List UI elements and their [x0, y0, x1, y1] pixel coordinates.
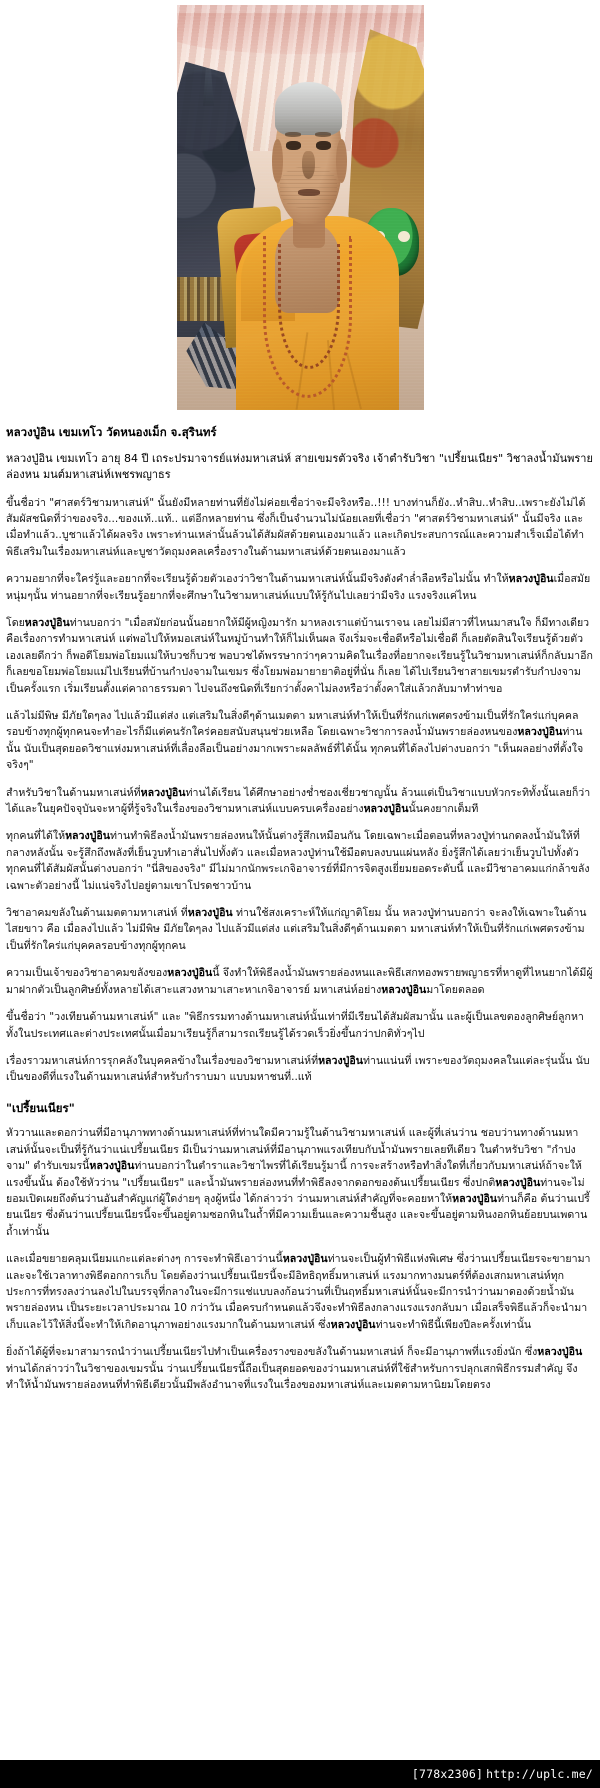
paragraph: ยิ่งถ้าได้ผู้ที่จะมาสามารถนำว่านเปรี้ยนเนียรไปทำเป็นเครื่องรางของขลังในด้านมหาเสน่ห์ ก็จะมีอานุภาพที่แรงยิ่งนัก ซึ่งหลวงปู่อินท่านได้กล่าวว่าในวิชาของเขมรนั้น ว่านเปรี้ยนเนียรนี้ถือเป็นสุดยอดของว่านมหาเสน่ห์ที่ใช้สำหรับการปลุกเสกพิธีกรรมสำคัญ จึงทำให้น้ำมันพรายล่องหนที่ทำพิธีเดียวนั้นมีพลังอำนาจที่แรงในเรื่องของมหาเสน่ห์และเมตตามหานิยมโดยตรง: [6, 1346, 583, 1392]
monk-portrait-photo[interactable]: [177, 5, 424, 410]
paragraph: โดยหลวงปู่อินท่านบอกว่า "เมื่อสมัยก่อนนั้นอยากให้มีผู้หญิงมารัก มาหลงเราแต่บ้านเราจน เลยไม่มีสาวที่ไหนมาสนใจ ก็มีทางเดียวคือเรื่องการทำมหาเสน่ห์ แต่พอไปให้หมอเสน่ห์ในหมู่บ้านทำให้ก็ไม่เห็นผล จึงเริ่มจะเชื่อดีหรือไม่เชื่อดี ก็เลยตัดสินใจเรียนรู้ด้วยตัวเองเลยดีกว่า ก็พอดีโยมพ่อโยมแม่ให้บวชก็บวช พอบวชได้พรรษากว่าๆความคิดในเรื่องที่อยากจะเรียนรู้ในวิชามหาเสน่ห์ก็กลับมาอีก ก็เลยขอโยมพ่อโยมแม่ไปเรียนที่บ้านกำปงจามในเขมร ซึ่งโยมพ่อมายายาติอยู่ที่นั่น ก็เลย ได้ไปเรียนวิชาสายเขมรตำรับกำปงจามเป็นครั้งแรก เริ่มเรียนตั้งแต่คาถาธรรมดา ไปจนถึงชนิดที่เรียกว่าตั้งคาไม่ลงหรือว่าตั้งคาใส่แล้วกลับมาทำท่าขอ: [6, 616, 593, 695]
paragraph: ขึ้นชื่อว่า "วงเทียนด้านมหาเสน่ห์" และ "พิธีกรรมทางด้านมหาเสน่ห์นั้นเท่าที่มีเรียนได้สัมผัสมานั้น และผู้เป็นเลขตองลูกศิษย์ลูกหาทั้งในประเทศและต่างประเทศนั้นเมื่อมาเรียนรู้ก็สามารถเรียนรู้ได้รวดเร็วยิ่งขึ้นกว่าปกติทั่วๆไป: [6, 1011, 584, 1040]
article-body: [0, 410, 600, 1394]
paragraph: ทุกคนที่ได้ให้หลวงปู่อินท่านทำพิธีลงน้ำมันพรายล่องหนให้นั้นต่างรู้สึกเหมือนกัน โดยเฉพาะเมื่อตอนที่หลวงปู่ท่านกดลงน้ำมันให้ที่กลางหลังนั้น จะรู้สึกถึงพลังที่เย็นวูบทำเอาสั่นไปทั้งตัว และเมื่อหลวงปู่ท่านใช้มือตบลงบนแผ่นหลัง ยิ่งรู้สึกได้เลยว่าเย็นวูบไปทั้งตัว ทุกคนที่ได้สัมผัสนั้นต่างบอกว่า "นี่สิของจริง" มีไม่มากนักพระเกจิอาจารย์ที่มีการจิตสูงเยี่ยมยอดระดับนี้ และมีวิชาอาคมแก่กล้าขลังเฉพาะตัวอย่างนี้ ไม่แน่จริงไปอยู่ตามเขาโปรดชาวบ้าน: [6, 830, 590, 892]
paragraph: เรื่องราวมหาเสน่ห์การรุกคลังในบุคคลข้างในเรื่องของวิชามหาเสน่ห์ที่หลวงปู่อินท่านแน่นที่ เพราะของวัตถุมงคลในแต่ละรุ่นนั้น นับเป็นของดีที่แรงในด้านมหาเสน่ห์สำหรับกำราบมา แบบมหาชนที่..แท้: [6, 1054, 590, 1084]
paragraph: แล้วไม่มีพิษ มีภัยใดๆลง ไปแล้วมีแต่ส่ง แต่เสริมในสิ่งดีๆด้านเมตตา มหาเสน่ห์ทำให้เป็นที่รักแก่เพศตรงข้ามเป็นที่รักใคร่แก่บุคคลรอบข้างทุกผู้ทุกคนจะทำอะไรก็มีแต่คนรักใคร่คอยสนับสนุนช่วยเหลือ โดยเฉพาะวิชาการลงน้ำมันพรายล่องหนของหลวงปู่อินท่านนั้น นับเป็นสุดยอดวิชาแห่งมหาเสน่ห์ที่เลื่องลือเป็นอย่างมากเพราะผลลัพธ์ที่ได้นั้น ทุกคนที่ได้ลงไปต่างบอกว่า "เห็นผลอย่างที่ตั้งใจจริงๆ": [6, 710, 584, 772]
paragraph: และเมื่อขยายคลุมเนียมแกะแต่ละต่างๆ การจะทำพิธีเอาว่านนี้หลวงปู่อินท่านจะเป็นผู้ทำพิธีแห่งพิเศษ ซึ่งว่านเปรี้ยนเนียรจะขายามาและจะใช้เวลาทางพิธีตอกการเก็บ โดยต้องว่านเปรี้ยนเนียรนี้จะมีอิทธิฤทธิ์มหาเสน่ห์ แรงมากทางมนตร์ที่ต้องเสกมหาเสน่ห์ทุกประการที่ทรงลงว่านลงไปในบรรจุที่กลางในจะมีการแช่แบบลงก้อนว่านที่เป็นฤทธิ์มหาเสน่ห์นั้นจะมีการนำว่านมาดองด้วยน้ำมันพรายล่องหน เป็นระยะเวลาประมาณ 10 กว่าวัน เมื่อครบกำหนดแล้วจึงจะทำพิธีลงกลางแรงแรงกลับมา เมื่อเสร็จพิธีแล้วก็จะนำมาเก็บและไว้ให้สิ่งนี้จะทำให้เกิดอานุภาพอย่างแรงมากในด้านมหาเสน่ห์ ซึ่งหลวงปู่อินท่านจะทำพิธีนี้เพียงปีละครั้งเท่านั้น: [6, 1253, 591, 1331]
section-heading: "เปรี้ยนเนียร": [6, 1100, 75, 1115]
photo-block: [0, 0, 600, 410]
photo-grain-overlay: [177, 5, 424, 410]
image-dimensions-label: [778x2306]: [411, 1767, 484, 1781]
paragraph: สำหรับวิชาในด้านมหาเสน่ห์ที่หลวงปู่อินท่านได้เรียน ได้ศึกษาอย่างช่ำชองเชี่ยวชาญนั้น ล้วนแต่เป็นวิชาแบบหัวกระทิทั้งนั้นเลยก็ว่าได้และในยุคปัจจุบันจะหาผู้ที่รู้จริงในเรื่องของวิชามหาเสน่ห์แบบครบเครื่องอย่างหลวงปู่อินนั้นคงยากเต็มที: [6, 786, 591, 816]
source-url-link[interactable]: http://uplc.me/: [486, 1767, 593, 1781]
paragraph: ความเป็นเจ้าของวิชาอาคมขลังของหลวงปู่อินนี้ จึงทำให้พิธีลงน้ำมันพรายล่องหนและพิธีเสกทองพรายพญาธรที่หาดูที่ไหนยากได้มีผู้มาฝากตัวเป็นลูกศิษย์ทั้งหลายได้เสาะแสวงหามาเสาะหาเกจิอาจารย์ มหาเสน่ห์อย่างหลวงปู่อินมาโดยตลอด: [6, 967, 593, 996]
paragraph: ขึ้นชื่อว่า "ศาสตร์วิชามหาเสน่ห์" นั้นยังมีหลายท่านที่ยังไม่ค่อยเชื่อว่าจะมีจริงหรือ..!!! บางท่านก็ยัง..หำสิบ..หำสิบ..เพราะยังไม่ได้สัมผัสชนิดที่ว่าของจริง...ของแท้..แท้.. แต่อีกหลายท่าน ซึ่งก็เป็นจำนวนไม่น้อยเลยที่เชื่อว่า "ศาสตร์วิชามหาเสน่ห์" นั้นมีจริง และเมื่อทำแล้ว..บูชาแล้วได้ผลจริง เพราะท่านเหล่านั้นล้วนได้สัมผัสด้วยตนเองมาแล้ว และเกิดประสบการณ์และความสำเร็จเมื่อได้ทำพิธีเสริมในเรื่องมหาเสน่ห์และบูชาวัตถุมงคลเครื่องรางในด้านมหาเสน่ห์ด้วยตนเองมาแล้ว: [6, 496, 586, 558]
viewer-footer-bar: [0, 1760, 600, 1788]
paragraph: วิชาอาคมขลังในด้านเมตตามหาเสน่ห์ ที่หลวงปู่อิน ท่านใช้สงเคราะห์ให้แก่ญาติโยม นั้น หลวงปู่ท่านบอกว่า จะลงให้เฉพาะในด้านไสยขาว คือ เมื่อลงไปแล้ว ไม่มีพิษ มีภัยใดๆลง ไปแล้วมีแต่ส่ง แต่เสริมในสิ่งดีๆด้านเมตตา มหาเสน่ห์ทำให้เป็นที่รักแก่เพศตรงข้ามเป็นที่รักใคร่แก่บุคคลรอบข้างทุกผู้ทุกคน: [6, 907, 587, 952]
paragraph: หัววานและดอกว่านที่มีอานุภาพทางด้านมหาเสน่ห์ที่ท่านใดมีความรู้ในด้านวิชามหาเสน่ห์ และผู้ที่เล่นว่าน ชอบว่านทางด้านมหาเสน่ห์นั้นจะเป็นที่รู้กันว่าแน่เปรี้ยนเนียร มีเป็นว่านมหาเสน่ห์ที่มีอานุภาพแรงเทียบกับน้ำมันพรายเลยทีเดียว ในตำหรับวิชา "กำปงจาม" ตำรับเขมรนี้หลวงปู่อินท่านบอกว่าในตำราและวิชาไพรที่ได้เรียนรู้มานี้ การจะสร้างหรือทำสิ่งใดที่เกี่ยวกับมหาเสน่ห์ถ้าจะให้แรงขึ้นนั้น ต้องใช้หัวว่าน "เปรี้ยนเนียร" และน้ำมันพรายล่องหนที่ทำพิธีลงจากดอกของต้นเปรี้ยนเนียร ซึ่งปกติหลวงปู่อินท่านจะไม่ยอมเปิดเผยถึงต้นว่านอันสำคัญแก่ผู้ใดง่ายๆ ลุงผู้หนึ่ง ได้กล่าวว่า ว่านมหาเสน่ห์สำคัญที่จะคอยหาให้หลวงปู่อินท่านก็คือ ต้นว่านเปรี้ยนเนียร ซึ่งต้นว่านเปรี้ยนเนียรนี้จะขึ้นอยู่ตามซอกหินในถ้ำที่มีความเย็นและความชื้นสูง และจะขึ้นอยู่ตามหินงอกหินย้อยบนเพดานถ้ำเท่านั้น: [6, 1127, 590, 1238]
paragraph: ความอยากที่จะใคร่รู้และอยากที่จะเรียนรู้ด้วยตัวเองว่าวิชาในด้านมหาเสน่ห์นั้นมีจริงดังคำล่ำลือหรือไม่นั้น ทำให้หลวงปู่อินเมื่อสมัยหนุ่มๆนั้น ท่านอยากที่จะเรียนรู้อยากที่จะศึกษาในวิชามหาเสน่ห์แบบให้รู้กันไปเลยว่ามีจริง แรงจริงแค่ไหน: [6, 573, 591, 602]
page-title: หลวงปู่อิน เขมเทโว วัดหนองเม็ก จ.สุรินทร์: [6, 425, 217, 439]
article-subtitle: หลวงปู่อิน เขมเทโว อายุ 84 ปี เถระปรมาจารย์แห่งมหาเสน่ห์ สายเขมรตัวจริง เจ้าตำรับวิชา "เปรี้ยนเนียร" วิชาลงน้ำมันพรายล่องหน มนต์มหาเสน่ห์เพชรพญาธร: [6, 451, 593, 481]
